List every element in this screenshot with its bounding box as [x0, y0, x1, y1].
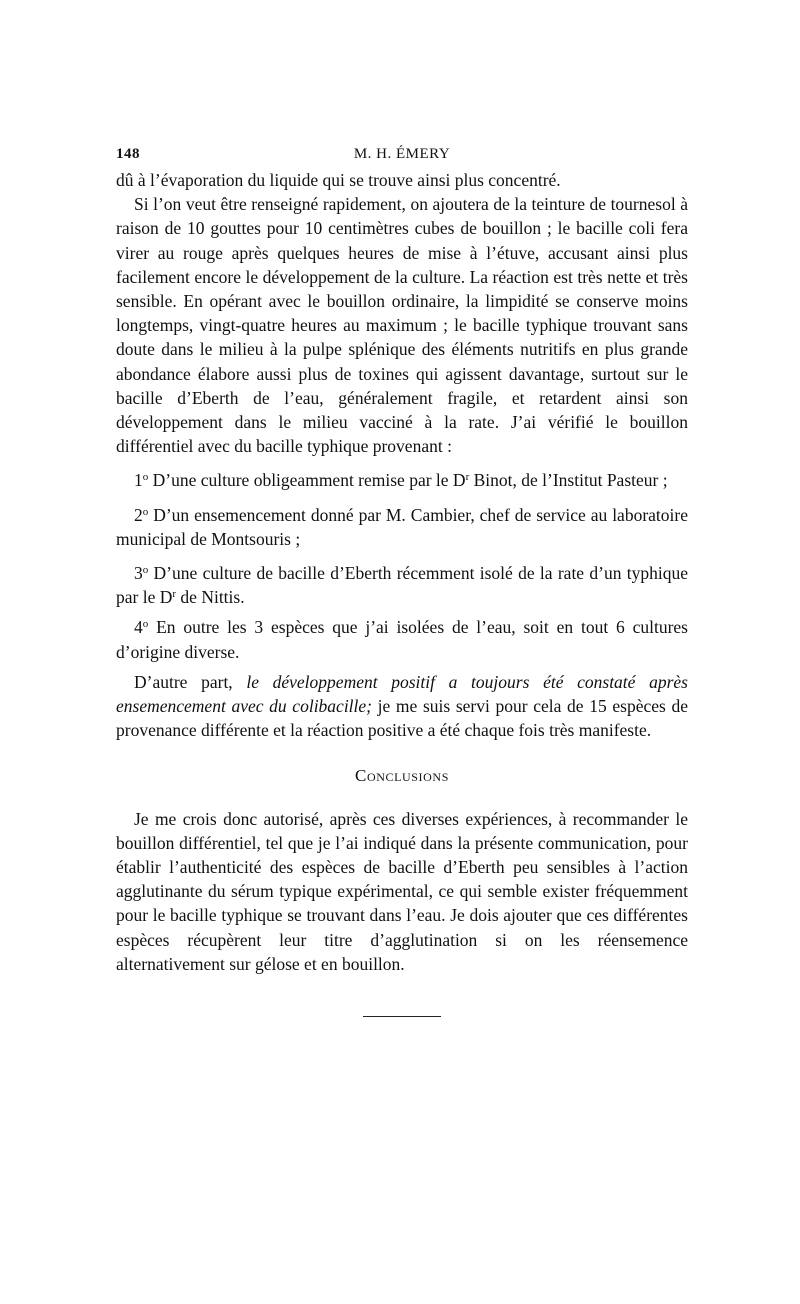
list-item-3: 3$^o$ D’une culture de bacille d’Eberth récemment isolé de la rate d’un typhique par le $D^r$ de Nittis.	[116, 563, 688, 608]
paragraph-continuation: dû à l’évaporation du liquide qui se trouve ainsi plus concentré.	[116, 170, 561, 190]
running-head-author: M. H. ÉMERY	[353, 146, 451, 162]
emphasized-statement: le développement positif a toujours été constaté après ensemencement avec du colibacille;	[116, 671, 688, 717]
running-head	[116, 138, 688, 168]
section-title-conclusions: Conclusions	[355, 766, 449, 786]
book-page	[116, 138, 688, 1017]
paragraph-colibacille: D’autre part, le développement positif a toujours été constaté après ensemencement avec du colibacille; je me suis servi pour cela de 15 espèces de provenance différente et la réaction positive a été chaque fois très manifeste.	[116, 671, 688, 741]
paragraph-conclusions: Je me crois donc autorisé, après ces diverses expériences, à recommander le bouillon différentiel, tel que je l’ai indiqué dans la présente communication, pour établir l’authenticité des espèces de bacille d’Eberth peu sensibles à l’action agglutinante du sérum typique expérimental, ce qui semble exister fréquemment pour le bacille typhique se trouvant dans l’eau. Je dois ajouter que ces différentes espèces récupèrent leur titre d’agglutination si on les réensemence alternativement sur gélose et en bouillon.	[116, 808, 688, 974]
closing-rule	[363, 1016, 441, 1017]
paragraph-tournesol: Si l’on veut être renseigné rapidement, on ajoutera de la teinture de tournesol à raison de 10 gouttes pour 10 centimètres cubes de bouillon ; le bacille coli fera virer au rouge après quelques heures de mise à l’étuve, accusant ainsi plus facilement encore le développement de la culture. La réaction est très nette et très sensible. En opérant avec le bouillon ordinaire, la limpidité se conserve moins longtemps, vingt-quatre heures au maximum ; le bacille typhique trouvant sans doute dans le milieu à la pulpe splénique des éléments nutritifs en plus grande abondance élabore aussi plus de toxines qui agissent davantage, surtout sur le bacille d’Eberth de l’eau, généralement fragile, et retardent ainsi son développement dans le milieu vacciné à la rate. J’ai vérifié le bouillon différentiel avec du bacille typhique provenant :	[116, 194, 688, 457]
list-item-4: 4$^o$ En outre les 3 espèces que j’ai isolées de l’eau, soit en tout 6 cultures d’origine diverse.	[116, 617, 688, 662]
body-text	[116, 168, 688, 976]
list-item-1: 1$^o$ D’une culture obligeamment remise par le $D^r$ Binot, de l’Institut Pasteur ;	[134, 470, 668, 491]
list-item-2: 2$^o$ D’un ensemencement donné par M. Cambier, chef de service au laboratoire municipal de Montsouris ;	[116, 504, 688, 549]
page-number: 148	[116, 146, 140, 162]
